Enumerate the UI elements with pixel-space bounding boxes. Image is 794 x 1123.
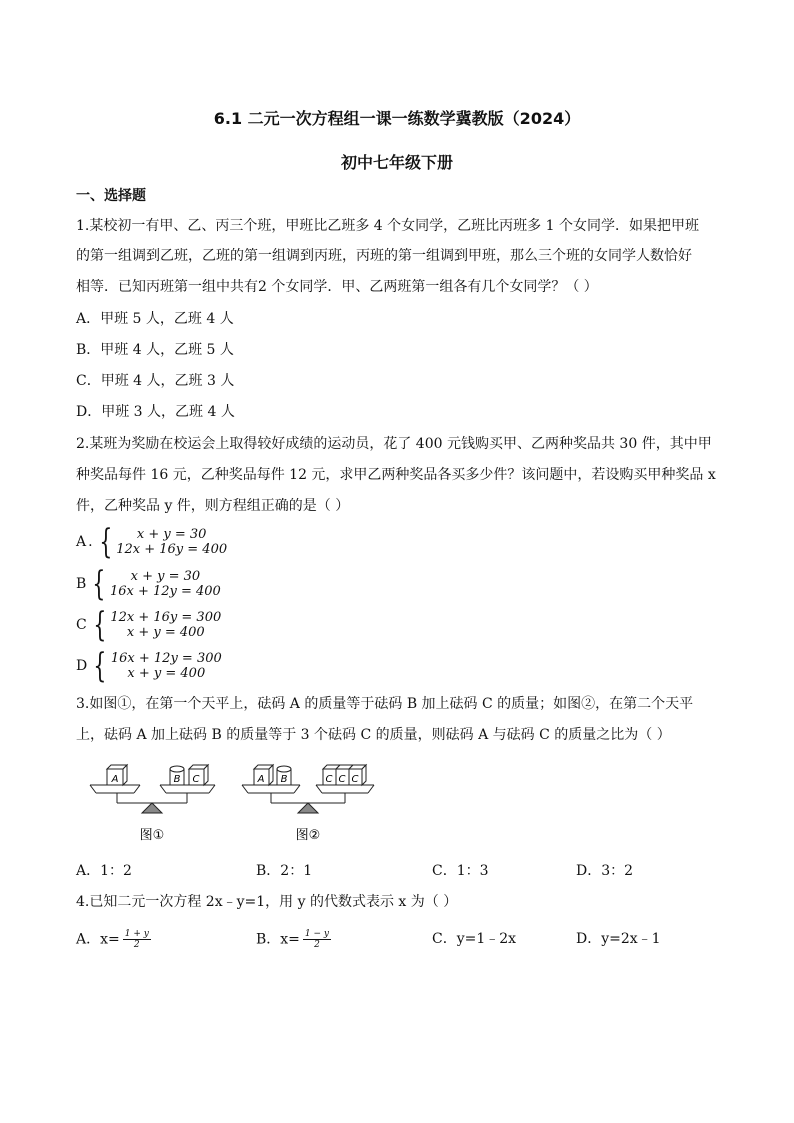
- q1-text-line3: 相等．已知丙班第一组中共有2 个女同学．甲、乙两班第一组各有几个女同学？（ ）: [76, 279, 598, 295]
- weight-label: C: [192, 774, 200, 785]
- q3-text-line2: 上，砝码 A 加上砝码 B 的质量等于 3 个砝码 C 的质量，则砝码 A 与砝码 C 的质量之比为（ ）: [76, 727, 671, 743]
- weight-label: C: [338, 774, 346, 785]
- q2-text-line1: 2.某班为奖励在校运会上取得较好成绩的运动员，花了 400 元钱购买甲、乙两种奖品共 30 件，其中甲: [76, 436, 712, 452]
- weight-label: C: [325, 774, 333, 785]
- option-label: A: [76, 534, 87, 550]
- section-heading: 一、选择题: [76, 188, 146, 204]
- brace-icon: {: [93, 605, 107, 645]
- q2-option-b: [76, 564, 221, 604]
- q3-option-b: B．2：1: [256, 863, 313, 879]
- equation: 12x + 16y = 400: [116, 542, 228, 557]
- denominator: 2: [314, 940, 320, 950]
- fraction: [303, 929, 331, 950]
- weight-label: A: [111, 774, 119, 785]
- q1-option-b: B．甲班 4 人，乙班 5 人: [76, 342, 234, 358]
- option-label: D: [76, 658, 88, 674]
- balance-scale-1: [90, 765, 215, 843]
- equation: x + y = 400: [127, 666, 206, 681]
- option-prefix: A．x=: [76, 931, 120, 948]
- q1-text-line2: 的第一组调到乙班，乙班的第一组调到丙班，丙班的第一组调到甲班，那么三个班的女同学人数恰好: [76, 248, 692, 264]
- q1-option-d: D．甲班 3 人，乙班 4 人: [76, 404, 235, 420]
- figure-caption-2: 图②: [295, 828, 321, 843]
- option-label: B: [76, 576, 87, 592]
- brace-icon: {: [98, 522, 112, 562]
- page-subtitle: 初中七年级下册: [340, 153, 453, 172]
- q4-option-d: D．y=2x﹣1: [576, 931, 661, 947]
- q2-option-a: A . { x + y = 30 12x + 16y = 400: [76, 522, 228, 562]
- q1-option-c: C．甲班 4 人，乙班 3 人: [76, 373, 235, 389]
- q3-option-d: D．3：2: [576, 863, 634, 879]
- weight-a-icon: [107, 765, 127, 785]
- page-title: 6.1 二元一次方程组一课一练数学冀教版（2024）: [213, 109, 581, 128]
- weight-label: B: [173, 774, 181, 785]
- option-prefix: B．x=: [256, 931, 300, 948]
- brace-icon: {: [93, 646, 107, 686]
- equation: 12x + 16y = 300: [110, 610, 222, 625]
- q3-option-c: C．1：3: [432, 863, 489, 879]
- q3-option-a: A．1：2: [76, 863, 132, 879]
- q3-text-line1: 3.如图①，在第一个天平上，砝码 A 的质量等于砝码 B 加上砝码 C 的质量；如图②，在第二个天平: [76, 696, 694, 712]
- equation: x + y = 30: [130, 569, 201, 584]
- balance-figures: [80, 755, 380, 845]
- q2-text-line3: 件，乙种奖品 y 件，则方程组正确的是（ ）: [76, 498, 350, 514]
- balance-scale-2: [242, 765, 374, 843]
- weight-a-icon: [254, 765, 273, 785]
- equation: 16x + 12y = 300: [110, 651, 222, 666]
- equation: x + y = 400: [126, 625, 205, 640]
- numerator: 1 − y: [304, 929, 329, 939]
- weight-label: B: [280, 774, 288, 785]
- q2-option-d: [76, 646, 222, 686]
- q4-option-c: C．y=1﹣2x: [432, 931, 517, 947]
- weight-c-icon: [189, 765, 208, 785]
- weight-label: C: [351, 774, 359, 785]
- numerator: 1 + y: [124, 929, 149, 939]
- q4-option-b: [256, 929, 331, 950]
- q1-option-a: A．甲班 5 人，乙班 4 人: [76, 311, 234, 327]
- figure-caption-1: 图①: [139, 828, 165, 843]
- brace-icon: {: [92, 564, 106, 604]
- weight-b-icon: [277, 766, 291, 785]
- denominator: 2: [133, 940, 140, 950]
- weight-c-icon: [349, 765, 366, 785]
- q2-text-line2: 种奖品每件 16 元，乙种奖品每件 12 元，求甲乙两种奖品各买多少件？该问题中，若设购买甲种奖品 x: [76, 467, 716, 483]
- equation: 16x + 12y = 400: [109, 584, 221, 599]
- equation: x + y = 30: [136, 527, 207, 542]
- weight-b-icon: [170, 766, 184, 785]
- q2-option-c: [76, 605, 222, 645]
- weight-label: A: [257, 774, 265, 785]
- option-label: C: [76, 617, 87, 633]
- fraction: [123, 929, 151, 950]
- q4-option-a: [76, 929, 151, 950]
- q4-text-line1: 4.已知二元一次方程 2x﹣y=1，用 y 的代数式表示 x 为（ ）: [76, 894, 458, 910]
- q1-text-line1: 1.某校初一有甲、乙、丙三个班，甲班比乙班多 4 个女同学，乙班比丙班多 1 个女同学．如果把甲班: [76, 218, 699, 234]
